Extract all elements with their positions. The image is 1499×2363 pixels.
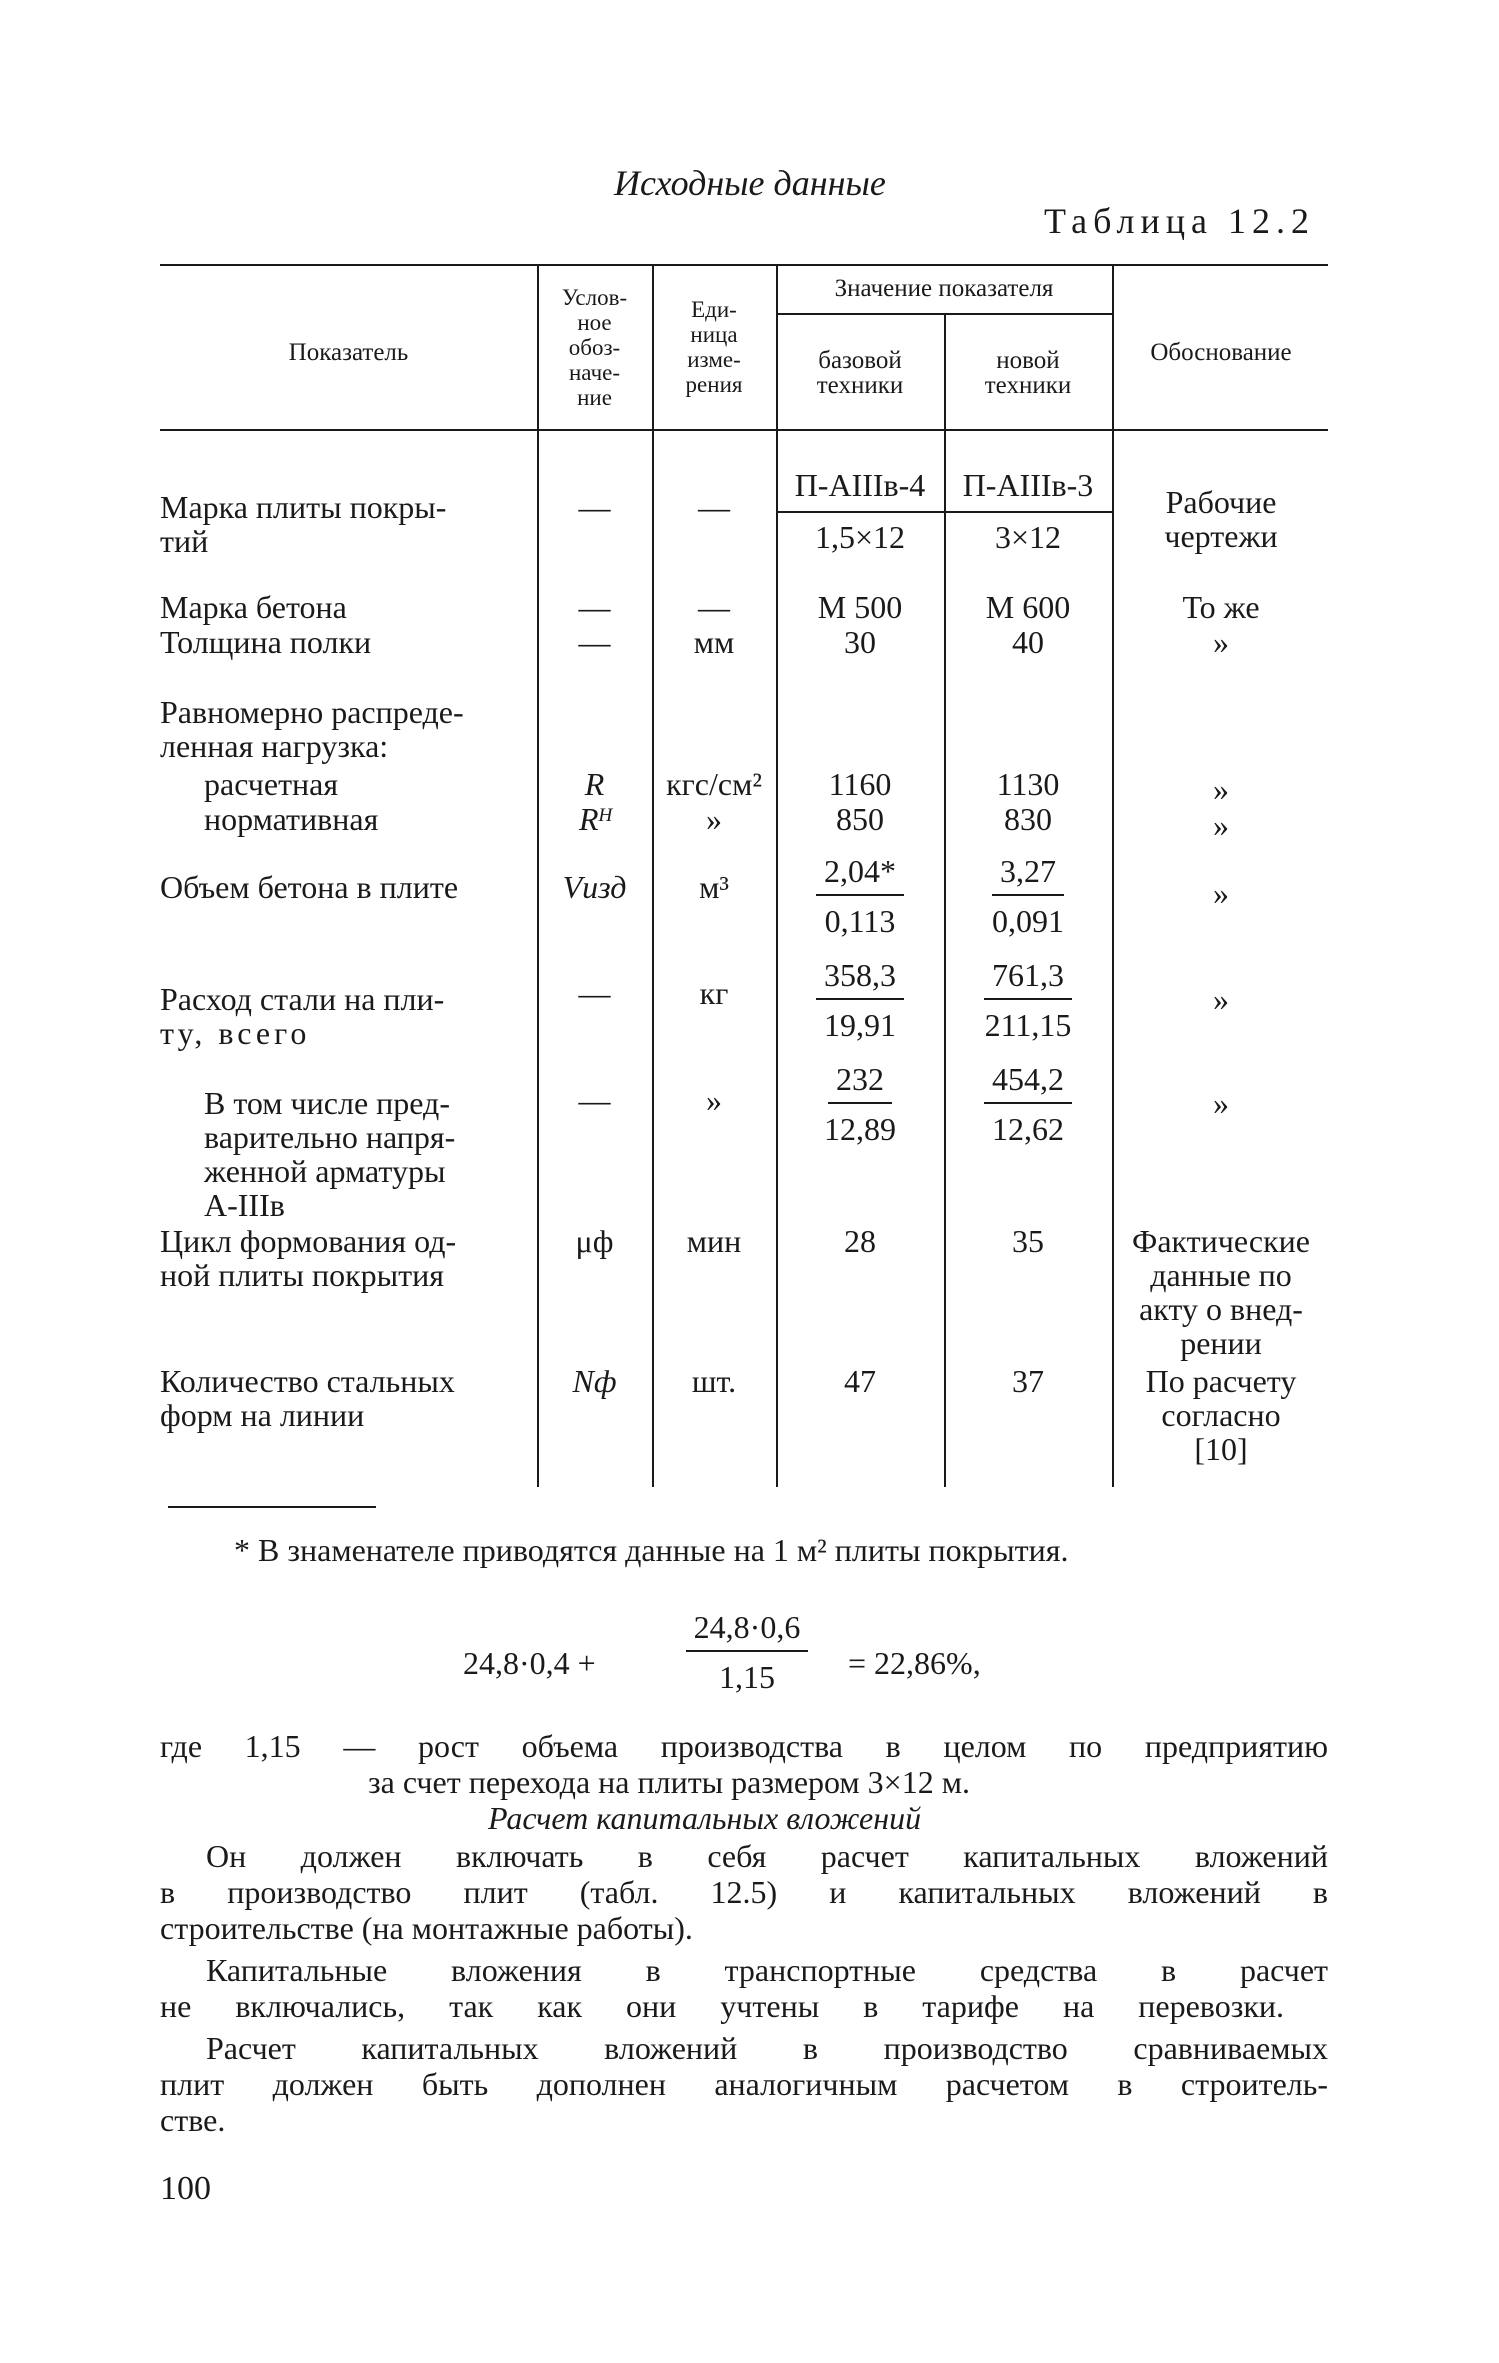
para1-line-1: Он должен включать в себя расчет капитальных вложений — [206, 1838, 1328, 1874]
row-thickness-base: 30 — [844, 624, 876, 660]
section-title: Расчет капитальных вложений — [488, 1800, 922, 1836]
row-norm-new: 830 — [1004, 801, 1052, 837]
row-volume-base-fraction — [776, 854, 944, 938]
row-volume-name: Объем бетона в плите — [160, 869, 459, 905]
row-slab-basis: Рабочие чертежи — [1164, 484, 1278, 554]
row-prestress-new-fraction — [944, 1062, 1112, 1146]
row-steel-new-num: 761,3 — [984, 958, 1072, 1000]
row-cycle-base: 28 — [844, 1223, 876, 1259]
table-label: Таблица 12.2 — [1044, 201, 1315, 241]
row-steel-symbol: — — [578, 975, 611, 1011]
row-norm-symbol: Rᴴ — [579, 801, 610, 837]
row-forms-basis: По расчету согласно [10] — [1145, 1363, 1297, 1467]
row-steel-base-num: 358,3 — [816, 958, 904, 1000]
header-new: новой техники — [984, 347, 1072, 399]
row-cycle-new: 35 — [1012, 1223, 1044, 1259]
header-base: базовой техники — [816, 347, 904, 399]
para3-line-3: стве. — [160, 2102, 226, 2138]
row-cycle-basis: Фактические данные по акту о внед- рении — [1132, 1223, 1310, 1361]
row-calc-base: 1160 — [828, 766, 892, 802]
row-norm-name: нормативная — [204, 801, 379, 837]
row-slab-base-size: 1,5×12 — [814, 519, 906, 555]
row-load-name: Равномерно распреде- ленная нагрузка: — [160, 694, 464, 764]
row-volume-base-num: 2,04* — [816, 854, 904, 896]
row-prestress-basis: » — [1213, 1085, 1229, 1121]
row-steel-base-fraction — [776, 958, 944, 1042]
page-number: 100 — [160, 2170, 211, 2207]
row-volume-new-num: 3,27 — [992, 854, 1064, 896]
formula-right: = 22,86%, — [848, 1645, 981, 1681]
header-basis: Обоснование — [1150, 339, 1292, 366]
row-concrete-symbol: — — [578, 589, 611, 625]
row-prestress-unit: » — [706, 1082, 722, 1118]
header-bottom-rule — [160, 429, 1328, 431]
row-slab-new-mark: П-АIIIв-3 — [962, 467, 1094, 503]
row-steel-unit: кг — [699, 975, 729, 1011]
row-forms-name: Количество стальных форм на линии — [160, 1363, 455, 1433]
where-line-2: за счет перехода на плиты размером 3×12 м. — [368, 1764, 970, 1800]
row-norm-basis: » — [1213, 807, 1229, 843]
header-value-group: Значение показателя — [834, 275, 1054, 302]
row-slab-unit: — — [698, 489, 730, 525]
row-cycle-unit: мин — [686, 1223, 742, 1259]
row-forms-new: 37 — [1012, 1363, 1044, 1399]
page-title: Исходные данные — [614, 163, 886, 203]
where-line-1: где 1,15 — рост объема производства в целом по предприятию — [160, 1728, 1328, 1764]
row-cycle-symbol: μф — [575, 1223, 614, 1259]
formula-num: 24,8·0,6 — [686, 1610, 809, 1652]
row-thickness-unit: мм — [693, 624, 735, 660]
para1-line-2: в производство плит (табл. 12.5) и капитальных вложений в — [160, 1874, 1328, 1910]
row-forms-unit: шт. — [691, 1363, 737, 1399]
row-prestress-name: В том числе пред- варительно напря- женной арматуры А-IIIв — [204, 1085, 456, 1223]
row-norm-unit: » — [706, 801, 722, 837]
footnote: * В знаменателе приводятся данные на 1 м² плиты покрытия. — [234, 1532, 1069, 1568]
header-indicator: Показатель — [288, 339, 409, 366]
row-steel-base-den: 19,91 — [824, 1007, 896, 1043]
para3-line-1: Расчет капитальных вложений в производство сравниваемых — [206, 2030, 1328, 2066]
row-thickness-new: 40 — [1012, 624, 1044, 660]
row-thickness-symbol: — — [578, 624, 611, 660]
header-unit: Еди- ница изме- рения — [685, 297, 743, 397]
row-slab-symbol: — — [578, 489, 611, 525]
row-calc-unit: кгс/см² — [666, 766, 762, 802]
para2-line-2: не включались, так как они учтены в тарифе на перевозки. — [160, 1988, 1284, 2024]
row-calc-basis: » — [1213, 771, 1229, 807]
row-concrete-unit: — — [698, 589, 730, 625]
row-thickness-basis: » — [1213, 624, 1229, 660]
para1-line-3: строительстве (на монтажные работы). — [160, 1910, 693, 1946]
row-steel-basis: » — [1213, 981, 1229, 1017]
row-volume-unit: м³ — [699, 869, 729, 905]
formula-left: 24,8·0,4 + — [463, 1645, 596, 1681]
formula-den: 1,15 — [719, 1659, 775, 1695]
row-calc-name: расчетная — [204, 766, 339, 802]
row-concrete-new: М 600 — [985, 589, 1071, 625]
row-prestress-base-num: 232 — [828, 1062, 892, 1104]
row-steel-name: Расход стали на пли- ту, всего — [160, 981, 445, 1051]
row-volume-symbol: Vизд — [562, 869, 627, 905]
formula-fraction — [660, 1610, 834, 1694]
row-volume-basis: » — [1213, 875, 1229, 911]
row-cycle-name: Цикл формования од- ной плиты покрытия — [160, 1223, 457, 1293]
para3-line-2: плит должен быть дополнен аналогичным расчетом в строитель- — [160, 2066, 1328, 2102]
row-concrete-name: Марка бетона — [160, 589, 347, 625]
row-thickness-name: Толщина полки — [160, 624, 372, 660]
row-forms-symbol: Nф — [572, 1363, 617, 1399]
para2-line-1: Капитальные вложения в транспортные средства в расчет — [206, 1952, 1328, 1988]
header-symbol: Услов- ное обоз- наче- ние — [561, 285, 628, 410]
row-slab-name: Марка плиты покры- тий — [160, 489, 447, 559]
row-forms-base: 47 — [844, 1363, 876, 1399]
table-top-rule — [160, 264, 1328, 266]
row-prestress-symbol: — — [578, 1082, 611, 1118]
row-prestress-base-den: 12,89 — [824, 1111, 896, 1147]
footnote-rule — [168, 1506, 376, 1508]
row-calc-symbol: R — [584, 766, 605, 802]
row-prestress-new-num: 454,2 — [984, 1062, 1072, 1104]
row-steel-new-den: 211,15 — [984, 1007, 1072, 1043]
row-concrete-basis: То же — [1182, 589, 1260, 625]
row-prestress-new-den: 12,62 — [992, 1111, 1064, 1147]
row-volume-new-den: 0,091 — [992, 903, 1064, 939]
row-calc-new: 1130 — [996, 766, 1060, 802]
row-volume-base-den: 0,113 — [824, 903, 896, 939]
row-slab-new-size: 3×12 — [994, 519, 1062, 555]
row-volume-new-fraction — [944, 854, 1112, 938]
row-concrete-base: М 500 — [817, 589, 903, 625]
row-norm-base: 850 — [836, 801, 884, 837]
row-steel-new-fraction — [944, 958, 1112, 1042]
row-prestress-base-fraction — [776, 1062, 944, 1146]
row-slab-base-mark: П-АIIIв-4 — [794, 467, 926, 503]
